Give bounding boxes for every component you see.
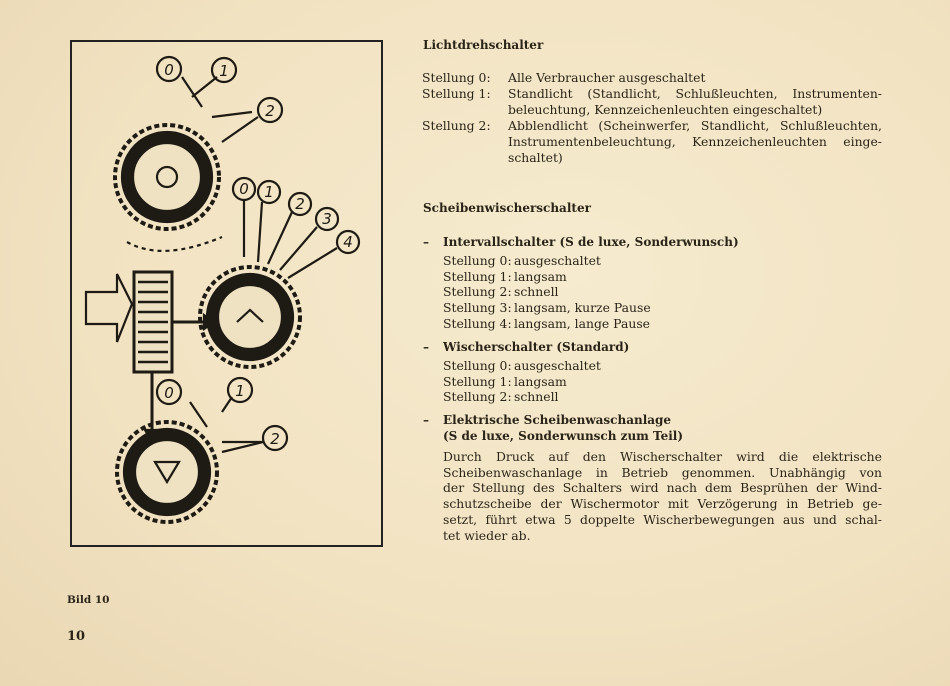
light-row-label: Stellung 1: [422,86,491,101]
washer-text-line: setzt, führt etwa 5 doppelte Wischerbewegungen aus und schal- [443,511,882,527]
interval-position-4: 4 [343,233,353,251]
stellung-value: langsam, kurze Pause [514,300,651,316]
wiper-position-0: 0 [164,384,174,402]
stellung-label: Stellung 4: [443,315,512,331]
wiper-position-2: 2 [270,430,280,448]
light-row-text: Instrumentenbeleuchtung, Kennzeichenleuchten einge- [508,134,882,149]
stellung-value: schnell [514,284,559,300]
spray [127,237,222,251]
light-row-label: Stellung 2: [422,118,491,133]
light-heading: Lichtdrehschalter [423,38,544,52]
washer-text-line: tet wieder ab. [443,527,531,543]
stellung-value: langsam [514,268,567,284]
light-row-text: beleuchtung, Kennzeichenleuchten eingeschaltet) [508,101,823,117]
light-position-1: 1 [219,62,229,80]
wiper-heading: Scheibenwischerschalter [423,201,591,215]
interval-position-2: 2 [295,195,305,213]
stellung-label: Stellung 2: [443,389,512,405]
switch-drawing [72,42,381,545]
stellung-label: Stellung 3: [443,300,512,316]
wiper-switch-knob [117,422,217,522]
standard-title: Wischerschalter (Standard) [443,340,630,354]
stellung-value: schnell [514,389,559,405]
light-position-0: 0 [164,61,174,79]
figure-caption: Bild 10 [67,594,110,606]
stellung-value: ausgeschaltet [514,253,601,268]
interval-position-3: 3 [322,210,332,228]
light-switch-knob [115,125,219,229]
stellung-value: langsam [514,373,567,389]
light-row-text: Standlicht (Standlicht, Schlußleuchten, Instrumenten- [508,86,882,101]
stellung-label: Stellung 0: [443,253,512,268]
stellung-label: Stellung 0: [443,358,512,373]
bullet-dash: – [423,340,429,354]
light-row-text: Abblendlicht (Scheinwerfer, Standlicht, Schlußleuchten, [508,118,882,133]
interval-position-1: 1 [264,183,274,201]
stellung-value: langsam, lange Pause [514,315,651,331]
washer-text-line: der Stellung des Schalters wird nach dem Besprühen der Wind- [443,480,882,496]
light-row-text: schaltet) [508,150,563,165]
light-position-2: 2 [265,102,275,120]
washer-text-line: Scheibenwaschanlage in Betrieb genommen. Unabhängig von [443,464,882,480]
washer-description [443,449,882,543]
wiper-position-1: 1 [235,382,245,400]
switch-illustration [70,40,383,547]
stellung-label: Stellung 2: [443,284,512,300]
stellung-label: Stellung 1: [443,268,512,284]
stellung-label: Stellung 1: [443,373,512,389]
light-row-text: Alle Verbraucher ausgeschaltet [508,70,706,85]
page-number: 10 [67,629,86,644]
interval-position-0: 0 [239,180,249,198]
washer-text-line: Durch Druck auf den Wischerschalter wird die elektrische [443,449,882,464]
push-arrow [86,274,132,342]
stellung-value: ausgeschaltet [514,358,601,373]
washer-text-line: schutzscheibe der Wischermotor mit Verzögerung in Betrieb ge- [443,496,882,512]
washer-subtitle: (S de luxe, Sonderwunsch zum Teil) [443,429,684,443]
bullet-dash: – [423,235,429,249]
interval-switch-knob [200,267,300,367]
bullet-dash: – [423,413,429,427]
light-row-label: Stellung 0: [422,70,491,85]
interval-title: Intervallschalter (S de luxe, Sonderwunsch) [443,235,739,249]
washer-title: Elektrische Scheibenwaschanlage [443,413,672,427]
